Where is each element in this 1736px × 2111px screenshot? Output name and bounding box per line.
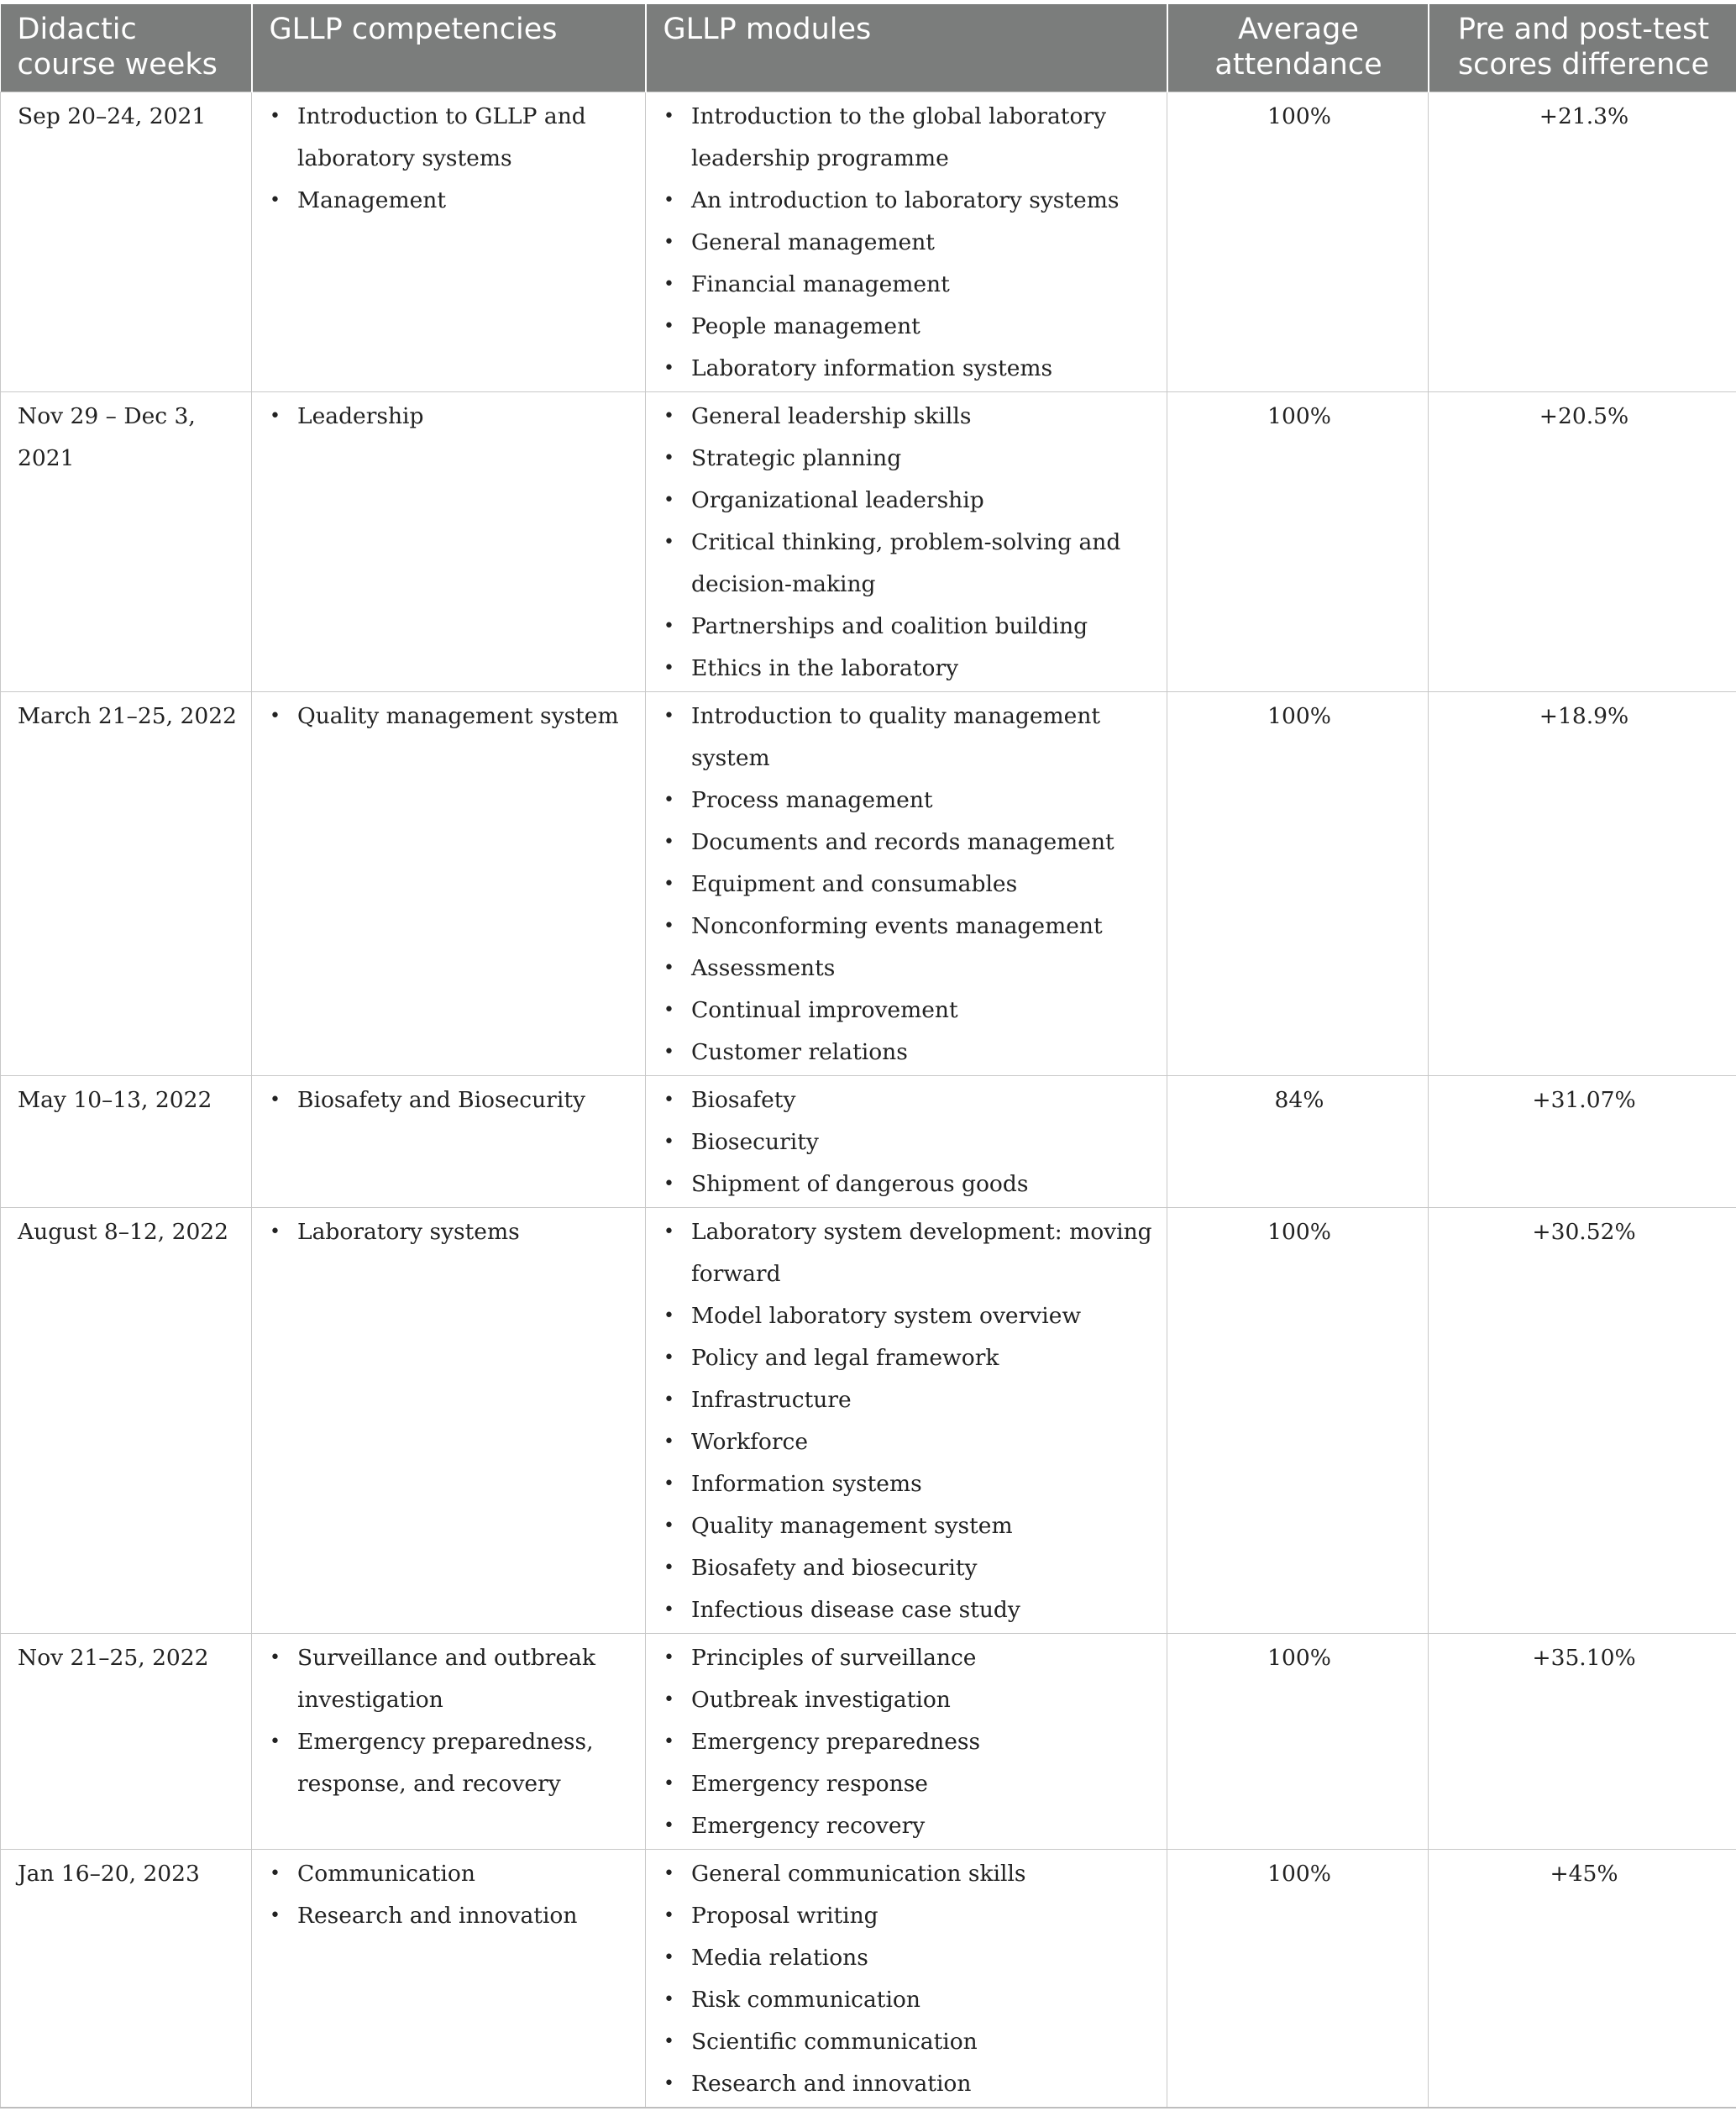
competencies-list bbox=[269, 1853, 632, 1937]
attendance-cell bbox=[1167, 1633, 1429, 1849]
module-item: • Risk communication bbox=[691, 1979, 1153, 2021]
gllp-course-table bbox=[0, 4, 1736, 2108]
module-item: • Partnerships and coalition building bbox=[691, 606, 1153, 648]
table-row bbox=[1, 1207, 1736, 1633]
course-week-cell bbox=[1, 1849, 252, 2108]
course-week-cell bbox=[1, 1633, 252, 1849]
modules-list bbox=[663, 1079, 1153, 1205]
attendance-cell bbox=[1167, 1207, 1429, 1633]
module-item: • Ethics in the laboratory bbox=[691, 648, 1153, 690]
competencies-list bbox=[269, 1637, 632, 1805]
module-item: • Infectious disease case study bbox=[691, 1589, 1153, 1631]
competencies-cell bbox=[252, 1633, 646, 1849]
competency-item: • Introduction to GLLP and laboratory systems bbox=[297, 96, 632, 180]
attendance-cell bbox=[1167, 391, 1429, 691]
module-item: • General communication skills bbox=[691, 1853, 1153, 1895]
module-item: • Biosecurity bbox=[691, 1121, 1153, 1163]
gllp-course-table-wrapper bbox=[0, 4, 1736, 2108]
module-item: • An introduction to laboratory systems bbox=[691, 180, 1153, 222]
module-item: • Information systems bbox=[691, 1463, 1153, 1505]
score-difference-cell bbox=[1429, 1075, 1736, 1207]
module-item: • Introduction to quality management system bbox=[691, 696, 1153, 780]
score-difference-value: +30.52% bbox=[1532, 1218, 1636, 1245]
module-item: • Equipment and consumables bbox=[691, 864, 1153, 906]
course-week: May 10–13, 2022 bbox=[18, 1086, 212, 1113]
module-item: • Emergency preparedness bbox=[691, 1721, 1153, 1763]
table-row bbox=[1, 1849, 1736, 2108]
competencies-list bbox=[269, 96, 632, 222]
modules-list bbox=[663, 1211, 1153, 1631]
attendance-value: 100% bbox=[1267, 1218, 1331, 1245]
module-item: • Policy and legal framework bbox=[691, 1337, 1153, 1379]
module-item: • Model laboratory system overview bbox=[691, 1295, 1153, 1337]
course-week: Sep 20–24, 2021 bbox=[18, 102, 207, 129]
competency-item: • Communication bbox=[297, 1853, 632, 1895]
module-item: • People management bbox=[691, 306, 1153, 348]
module-item: • Principles of surveillance bbox=[691, 1637, 1153, 1679]
competencies-list bbox=[269, 396, 632, 438]
header-competencies: GLLP competencies bbox=[252, 4, 646, 92]
module-item: • General leadership skills bbox=[691, 396, 1153, 438]
header-row bbox=[1, 4, 1736, 92]
attendance-value: 100% bbox=[1267, 702, 1331, 729]
module-item: • Biosafety bbox=[691, 1079, 1153, 1121]
modules-cell bbox=[646, 391, 1167, 691]
competencies-cell bbox=[252, 1849, 646, 2108]
score-difference-cell bbox=[1429, 391, 1736, 691]
course-week: August 8–12, 2022 bbox=[18, 1218, 229, 1245]
course-week: Nov 29 – Dec 3, 2021 bbox=[18, 402, 196, 471]
attendance-value: 100% bbox=[1267, 1860, 1331, 1887]
score-difference-cell bbox=[1429, 92, 1736, 391]
modules-cell bbox=[646, 92, 1167, 391]
score-difference-value: +20.5% bbox=[1539, 402, 1629, 429]
modules-cell bbox=[646, 1075, 1167, 1207]
table-row bbox=[1, 1633, 1736, 1849]
course-week-cell bbox=[1, 92, 252, 391]
module-item: • Process management bbox=[691, 780, 1153, 822]
course-week-cell bbox=[1, 391, 252, 691]
modules-cell bbox=[646, 691, 1167, 1075]
module-item: • Workforce bbox=[691, 1421, 1153, 1463]
attendance-cell bbox=[1167, 1849, 1429, 2108]
attendance-cell bbox=[1167, 1075, 1429, 1207]
competencies-cell bbox=[252, 1075, 646, 1207]
competency-item: • Leadership bbox=[297, 396, 632, 438]
competencies-cell bbox=[252, 691, 646, 1075]
table-row bbox=[1, 691, 1736, 1075]
modules-list bbox=[663, 1637, 1153, 1847]
module-item: • Introduction to the global laboratory leadership programme bbox=[691, 96, 1153, 180]
modules-cell bbox=[646, 1633, 1167, 1849]
modules-list bbox=[663, 1853, 1153, 2105]
course-week: March 21–25, 2022 bbox=[18, 702, 237, 729]
score-difference-value: +35.10% bbox=[1532, 1644, 1636, 1671]
table-header bbox=[1, 4, 1736, 92]
module-item: • Strategic planning bbox=[691, 438, 1153, 480]
module-item: • General management bbox=[691, 222, 1153, 264]
modules-list bbox=[663, 396, 1153, 690]
module-item: • Emergency response bbox=[691, 1763, 1153, 1805]
modules-cell bbox=[646, 1207, 1167, 1633]
table-body bbox=[1, 92, 1736, 2108]
table-row bbox=[1, 92, 1736, 391]
competency-item: • Research and innovation bbox=[297, 1895, 632, 1937]
table-row bbox=[1, 1075, 1736, 1207]
competency-item: • Emergency preparedness, response, and recovery bbox=[297, 1721, 632, 1805]
competency-item: • Surveillance and outbreak investigation bbox=[297, 1637, 632, 1721]
score-difference-value: +21.3% bbox=[1539, 102, 1629, 129]
module-item: • Outbreak investigation bbox=[691, 1679, 1153, 1721]
header-attendance: Average attendance bbox=[1167, 4, 1429, 92]
module-item: • Research and innovation bbox=[691, 2063, 1153, 2105]
competencies-list bbox=[269, 1211, 632, 1253]
competency-item: • Quality management system bbox=[297, 696, 632, 738]
competencies-cell bbox=[252, 391, 646, 691]
module-item: • Media relations bbox=[691, 1937, 1153, 1979]
competency-item: • Management bbox=[297, 180, 632, 222]
score-difference-value: +45% bbox=[1550, 1860, 1618, 1887]
score-difference-value: +31.07% bbox=[1532, 1086, 1636, 1113]
attendance-value: 100% bbox=[1267, 102, 1331, 129]
course-week: Jan 16–20, 2023 bbox=[18, 1860, 200, 1887]
competency-item: • Laboratory systems bbox=[297, 1211, 632, 1253]
competencies-list bbox=[269, 696, 632, 738]
competency-item: • Biosafety and Biosecurity bbox=[297, 1079, 632, 1121]
table-row bbox=[1, 391, 1736, 691]
module-item: • Organizational leadership bbox=[691, 480, 1153, 522]
module-item: • Nonconforming events management bbox=[691, 906, 1153, 948]
header-score-difference: Pre and post-test scores difference bbox=[1429, 4, 1736, 92]
attendance-value: 100% bbox=[1267, 1644, 1331, 1671]
module-item: • Scientific communication bbox=[691, 2021, 1153, 2063]
attendance-cell bbox=[1167, 691, 1429, 1075]
module-item: • Proposal writing bbox=[691, 1895, 1153, 1937]
score-difference-cell bbox=[1429, 1849, 1736, 2108]
attendance-value: 100% bbox=[1267, 402, 1331, 429]
module-item: • Laboratory system development: moving forward bbox=[691, 1211, 1153, 1295]
module-item: • Shipment of dangerous goods bbox=[691, 1163, 1153, 1205]
modules-list bbox=[663, 696, 1153, 1074]
modules-cell bbox=[646, 1849, 1167, 2108]
course-week-cell bbox=[1, 1207, 252, 1633]
course-week-cell bbox=[1, 1075, 252, 1207]
score-difference-value: +18.9% bbox=[1539, 702, 1629, 729]
module-item: • Customer relations bbox=[691, 1032, 1153, 1074]
module-item: • Assessments bbox=[691, 948, 1153, 990]
header-modules: GLLP modules bbox=[646, 4, 1167, 92]
module-item: • Quality management system bbox=[691, 1505, 1153, 1547]
module-item: • Laboratory information systems bbox=[691, 348, 1153, 390]
header-course-weeks: Didactic course weeks bbox=[1, 4, 252, 92]
score-difference-cell bbox=[1429, 691, 1736, 1075]
attendance-cell bbox=[1167, 92, 1429, 391]
module-item: • Documents and records management bbox=[691, 822, 1153, 864]
module-item: • Financial management bbox=[691, 264, 1153, 306]
course-week-cell bbox=[1, 691, 252, 1075]
modules-list bbox=[663, 96, 1153, 390]
competencies-list bbox=[269, 1079, 632, 1121]
competencies-cell bbox=[252, 1207, 646, 1633]
module-item: • Biosafety and biosecurity bbox=[691, 1547, 1153, 1589]
competencies-cell bbox=[252, 92, 646, 391]
score-difference-cell bbox=[1429, 1207, 1736, 1633]
score-difference-cell bbox=[1429, 1633, 1736, 1849]
course-week: Nov 21–25, 2022 bbox=[18, 1644, 209, 1671]
module-item: • Emergency recovery bbox=[691, 1805, 1153, 1847]
module-item: • Infrastructure bbox=[691, 1379, 1153, 1421]
module-item: • Continual improvement bbox=[691, 990, 1153, 1032]
module-item: • Critical thinking, problem-solving and decision-making bbox=[691, 522, 1153, 606]
attendance-value: 84% bbox=[1274, 1086, 1324, 1113]
